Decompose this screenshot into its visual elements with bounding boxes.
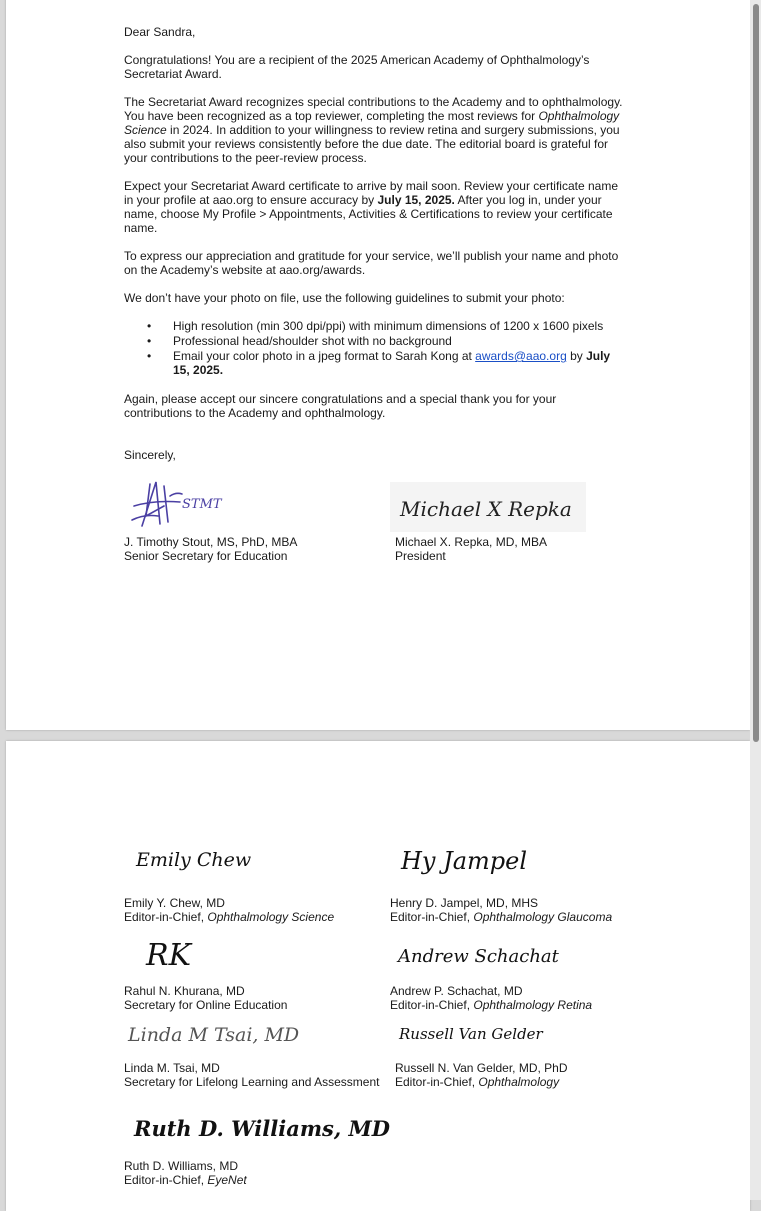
p3-text-a: Expect your Secretariat Award certificate to arrive by mail soon. Review your certificate name in your profile at aao.org to ensure accuracy by [124, 179, 618, 207]
title-text: Editor-in-Chief, [124, 910, 208, 924]
signatory-name: Russell N. Van Gelder, MD, PhD [395, 1061, 568, 1075]
letter-page-2 [6, 741, 750, 1211]
p3-deadline: July 15, 2025. [377, 193, 455, 207]
stout-signature [124, 476, 239, 536]
guideline-item [147, 319, 627, 333]
signatory-williams [124, 1159, 247, 1187]
tsai-signature: Linda M Tsai, MD [128, 1024, 300, 1046]
journal-name: Ophthalmology Retina [473, 998, 593, 1012]
p2-text-a: The Secretariat Award recognizes special contributions to the Academy and to ophthalmology. You have been recognized as a top reviewer, completing the most reviews for [124, 95, 623, 123]
signatory-jampel [390, 896, 612, 924]
signatory-title [395, 1075, 568, 1089]
website-paragraph: To express our appreciation and gratitude for your service, we’ll publish your name and photo on the Academy’s website at aao.org/awards. [124, 249, 619, 277]
repka-signature [390, 482, 586, 532]
guideline-text: by [566, 349, 587, 363]
guideline-deadline: July 15, 2025. [173, 349, 611, 377]
jampel-signature: Hy Jampel [401, 847, 528, 875]
signatory-name: Andrew P. Schachat, MD [390, 984, 523, 998]
signatory-title: Secretary for Online Education [124, 998, 288, 1012]
signatory-khurana [124, 984, 287, 1012]
p2-text-b: in 2024. In addition to your willingness to review retina and surgery submissions, you also submit your reviews consistently before the due date. The editorial board is grateful for your contributions to the peer-review process. [124, 123, 620, 165]
scrollbar-track[interactable] [750, 0, 761, 1200]
signatory-name: Rahul N. Khurana, MD [124, 984, 245, 998]
guideline-item [147, 334, 627, 348]
vangelder-signature: Russell Van Gelder [399, 1025, 543, 1043]
signatory-title [390, 998, 592, 1012]
title-text: Editor-in-Chief, [124, 1173, 208, 1187]
chew-signature: Emily Chew [136, 849, 252, 871]
signatory-title [124, 1173, 247, 1187]
certificate-paragraph [124, 179, 624, 235]
repka-signature-mark: Michael X Repka [400, 497, 572, 521]
journal-name: Ophthalmology Science [207, 910, 335, 924]
signatory-name: Emily Y. Chew, MD [124, 896, 225, 910]
signatory-stout [124, 535, 297, 563]
journal-name: Ophthalmology [478, 1075, 560, 1089]
guideline-text: High resolution (min 300 dpi/ppi) with minimum dimensions of 1200 x 1600 pixels [173, 319, 604, 333]
signatory-title [390, 910, 612, 924]
signatory-chew [124, 896, 334, 924]
awards-email-link[interactable]: awards@aao.org [475, 349, 567, 363]
signatory-title: President [395, 549, 446, 563]
closing-paragraph: Again, please accept our sincere congratulations and a special thank you for your contributions to the Academy and ophthalmology. [124, 392, 557, 420]
guideline-text: Email your color photo in a jpeg format to Sarah Kong at [173, 349, 476, 363]
p3-text-b: After you log in, under your name, choose My Profile > Appointments, Activities & Certifications to review your certificate name. [124, 193, 613, 235]
photo-guidelines-intro: We don’t have your photo on file, use the following guidelines to submit your photo: [124, 291, 565, 305]
salutation: Dear Sandra, [124, 25, 196, 39]
title-text: Editor-in-Chief, [395, 1075, 479, 1089]
bullet-dot: • [147, 349, 152, 363]
signatory-name: J. Timothy Stout, MS, PhD, MBA [124, 535, 298, 549]
signatory-tsai [124, 1061, 379, 1089]
congrats-paragraph: Congratulations! You are a recipient of the 2025 American Academy of Ophthalmology’s Secretariat Award. [124, 53, 590, 81]
signatory-name: Henry D. Jampel, MD, MHS [390, 896, 539, 910]
p2-journal-name: Ophthalmology Science [124, 109, 620, 137]
signatory-title: Senior Secretary for Education [124, 549, 288, 563]
photo-guidelines-list [147, 319, 627, 378]
scrollbar-thumb[interactable] [753, 4, 759, 742]
journal-name: EyeNet [207, 1173, 247, 1187]
signatory-schachat [390, 984, 592, 1012]
signatory-name: Michael X. Repka, MD, MBA [395, 535, 548, 549]
bullet-dot: • [147, 319, 152, 333]
schachat-signature: Andrew Schachat [398, 946, 559, 967]
title-text: Editor-in-Chief, [390, 998, 474, 1012]
signatory-title [124, 910, 334, 924]
stout-signature-mark: STMT [182, 497, 222, 512]
guideline-item [147, 349, 627, 377]
letter-page-1 [6, 0, 750, 730]
guideline-text: Professional head/shoulder shot with no background [173, 334, 452, 348]
closing-salutation: Sincerely, [124, 448, 176, 462]
journal-name: Ophthalmology Glaucoma [473, 910, 613, 924]
williams-signature: Ruth D. Williams, MD [134, 1116, 390, 1141]
signatory-name: Linda M. Tsai, MD [124, 1061, 220, 1075]
signatory-repka [395, 535, 547, 563]
award-description-paragraph [124, 95, 624, 165]
khurana-signature: RK [146, 938, 191, 973]
bullet-dot: • [147, 334, 152, 348]
signatory-vangelder [395, 1061, 568, 1089]
title-text: Editor-in-Chief, [390, 910, 474, 924]
signatory-title: Secretary for Lifelong Learning and Assessment [124, 1075, 380, 1089]
signatory-name: Ruth D. Williams, MD [124, 1159, 239, 1173]
